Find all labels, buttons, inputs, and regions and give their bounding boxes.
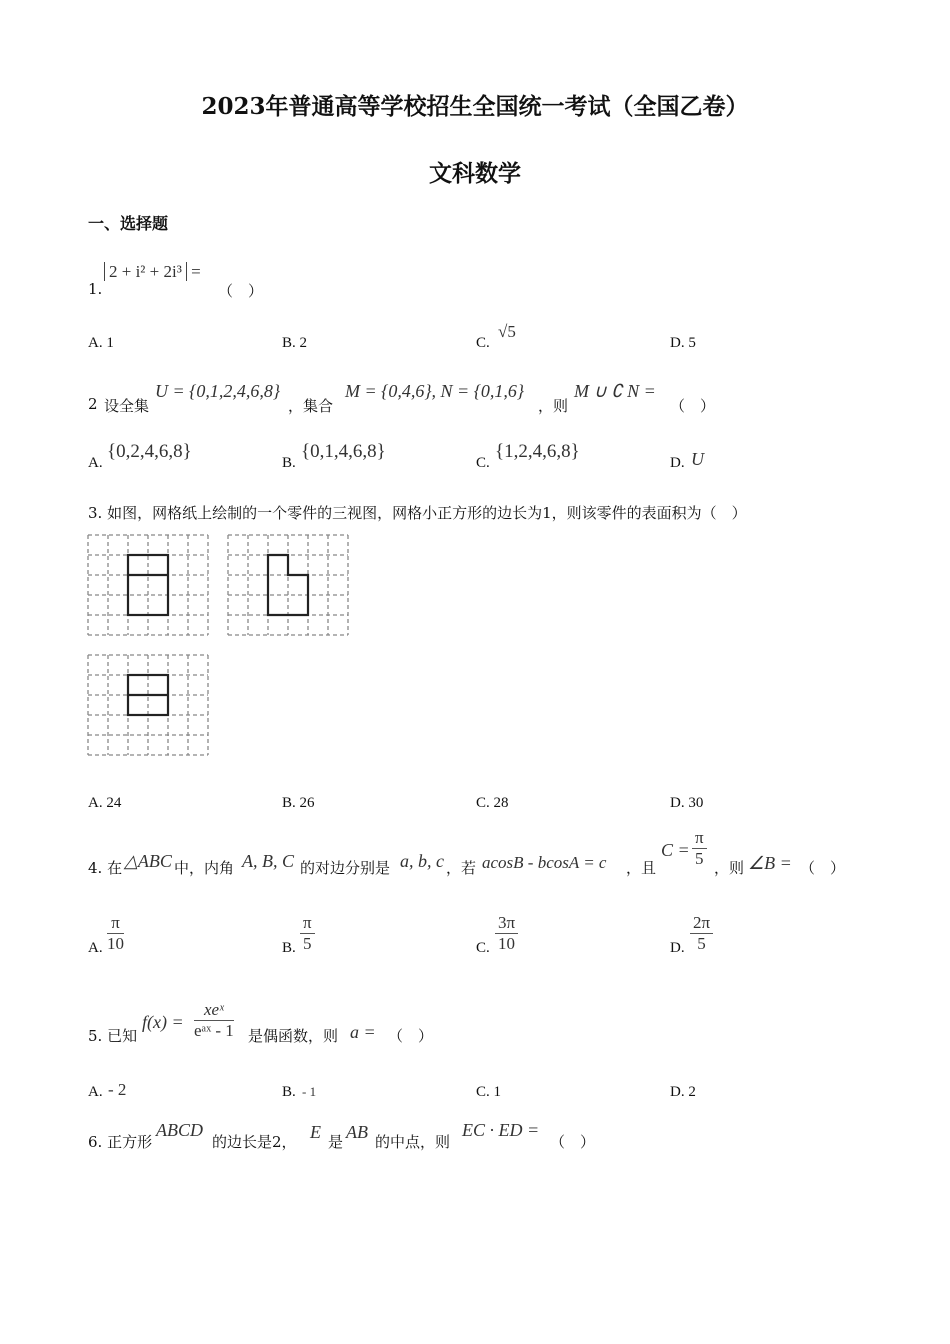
q4-ask: ∠B = (748, 853, 792, 873)
q4-p5: ，且 (626, 859, 657, 877)
q3-option-b[interactable]: B. 26 (282, 795, 315, 811)
q2-then: ，则 (538, 397, 569, 415)
q1-abs-expr: 2 + i² + 2i³ (104, 262, 187, 281)
q2-number: 2 (88, 395, 98, 413)
q2-sets-mn: M = {0,4,6}, N = {0,1,6} (345, 381, 525, 401)
q4-a-den: 10 (107, 934, 124, 953)
q5-option-d[interactable]: D. 2 (670, 1084, 696, 1100)
q4-angles: A, B, C (242, 851, 294, 871)
q2-paren: （ ） (670, 397, 716, 415)
q4-p6: ，则 (714, 859, 745, 877)
q5-p2: 是偶函数，则 (248, 1027, 339, 1045)
q4-c-lhs: C = (661, 840, 690, 860)
q4-c-den: 5 (695, 849, 704, 868)
q4-c-fraction (692, 828, 707, 869)
q4-c-num: π (692, 828, 707, 849)
q2-option-a[interactable]: A. (88, 455, 103, 471)
q4-option-b[interactable]: B. (282, 940, 296, 956)
q6-p4: 的中点，则 (375, 1133, 451, 1151)
q4-option-c-frac (495, 913, 518, 954)
q3-option-c[interactable]: C. 28 (476, 795, 509, 811)
q2-option-d[interactable]: D. (670, 455, 685, 471)
q4-p1: 4. 在 (88, 859, 123, 877)
q5-f-num: xeˣ (194, 1000, 234, 1021)
q4-paren: （ ） (800, 859, 846, 877)
q4-option-d[interactable]: D. (670, 940, 685, 956)
q4-option-b-frac (300, 913, 315, 954)
q5-paren: （ ） (388, 1027, 434, 1045)
q4-b-den: 5 (303, 934, 312, 953)
q4-option-a[interactable]: A. (88, 940, 103, 956)
q1-option-c[interactable]: C. (476, 335, 490, 351)
q1-option-c-value: √5 (498, 322, 516, 341)
q1-expression (104, 262, 201, 282)
q1-option-a[interactable]: A. 1 (88, 335, 114, 351)
q2-set-u: U = {0,1,2,4,6,8} (155, 381, 281, 401)
q5-option-c[interactable]: C. 1 (476, 1084, 502, 1100)
top-view-grid (86, 653, 210, 759)
section-heading: 一、选择题 (88, 214, 169, 233)
q2-option-a-value: {0,2,4,6,8} (107, 441, 192, 462)
q4-c-opt-num: 3π (495, 913, 518, 934)
front-view-grid (86, 533, 210, 639)
q5-option-b[interactable]: B. (282, 1084, 296, 1100)
page-title: 2023年普通高等学校招生全国统一考试（全国乙卷） (201, 93, 749, 120)
q4-p4: ，若 (446, 859, 477, 877)
q4-option-a-frac (107, 913, 124, 954)
q4-d-num: 2π (690, 913, 713, 934)
q2-option-c[interactable]: C. (476, 455, 490, 471)
side-view-grid (226, 533, 350, 639)
q4-sides: a, b, c (400, 851, 444, 871)
q5-option-a[interactable]: A. (88, 1084, 103, 1100)
q3-option-d[interactable]: D. 30 (670, 795, 704, 811)
q6-square: ABCD (156, 1120, 203, 1140)
q5-f-fraction (194, 1000, 234, 1041)
top-view-outline (128, 675, 168, 715)
q4-option-c[interactable]: C. (476, 940, 490, 956)
q5-f-den: eᵃˣ - 1 (194, 1021, 234, 1040)
q6-p1: 6. 正方形 (88, 1133, 153, 1151)
q4-triangle: △ABC (124, 851, 172, 871)
q2-expression: M ∪ ∁ N = (574, 381, 656, 401)
q3-option-a[interactable]: A. 24 (88, 795, 122, 811)
q4-c-opt-den: 10 (498, 934, 516, 953)
q6-p3: 是 (328, 1133, 344, 1151)
q6-p2: 的边长是2， (212, 1133, 297, 1151)
q5-f-lhs: f(x) = (142, 1012, 184, 1032)
q4-d-den: 5 (697, 934, 706, 953)
q1-equals: = (191, 262, 201, 281)
q1-paren: （ ） (218, 282, 264, 300)
q4-b-num: π (300, 913, 315, 934)
q4-condition: acosB - bcosA = c (482, 853, 607, 872)
q1-option-d[interactable]: D. 5 (670, 335, 696, 351)
q5-option-b-value: - 1 (302, 1084, 317, 1099)
q3-text: 3. 如图，网格纸上绘制的一个零件的三视图，网格小正方形的边长为1，则该零件的表面积为（ ） (88, 504, 747, 522)
q5-p1: 5. 已知 (88, 1027, 138, 1045)
q2-lead: 设全集 (104, 397, 150, 415)
q6-e: E (310, 1122, 321, 1142)
q6-ab: AB (346, 1122, 368, 1142)
q4-a-num: π (107, 913, 124, 934)
q4-p3: 的对边分别是 (300, 859, 391, 877)
q1-option-b[interactable]: B. 2 (282, 335, 308, 351)
q1-number: 1. (88, 280, 103, 298)
q6-expression: EC · ED = (462, 1120, 540, 1140)
q4-option-d-frac (690, 913, 713, 954)
q5-option-a-value: - 2 (108, 1080, 127, 1099)
q6-paren: （ ） (550, 1133, 596, 1151)
q2-option-c-value: {1,2,4,6,8} (495, 441, 580, 462)
q2-mid: ，集合 (288, 397, 334, 415)
q2-option-b-value: {0,1,4,6,8} (301, 441, 386, 462)
q2-option-b[interactable]: B. (282, 455, 296, 471)
q4-p2: 中，内角 (174, 859, 235, 877)
page-subtitle: 文科数学 (429, 160, 521, 187)
q5-ask: a = (350, 1022, 376, 1042)
q2-option-d-value: U (691, 449, 704, 469)
